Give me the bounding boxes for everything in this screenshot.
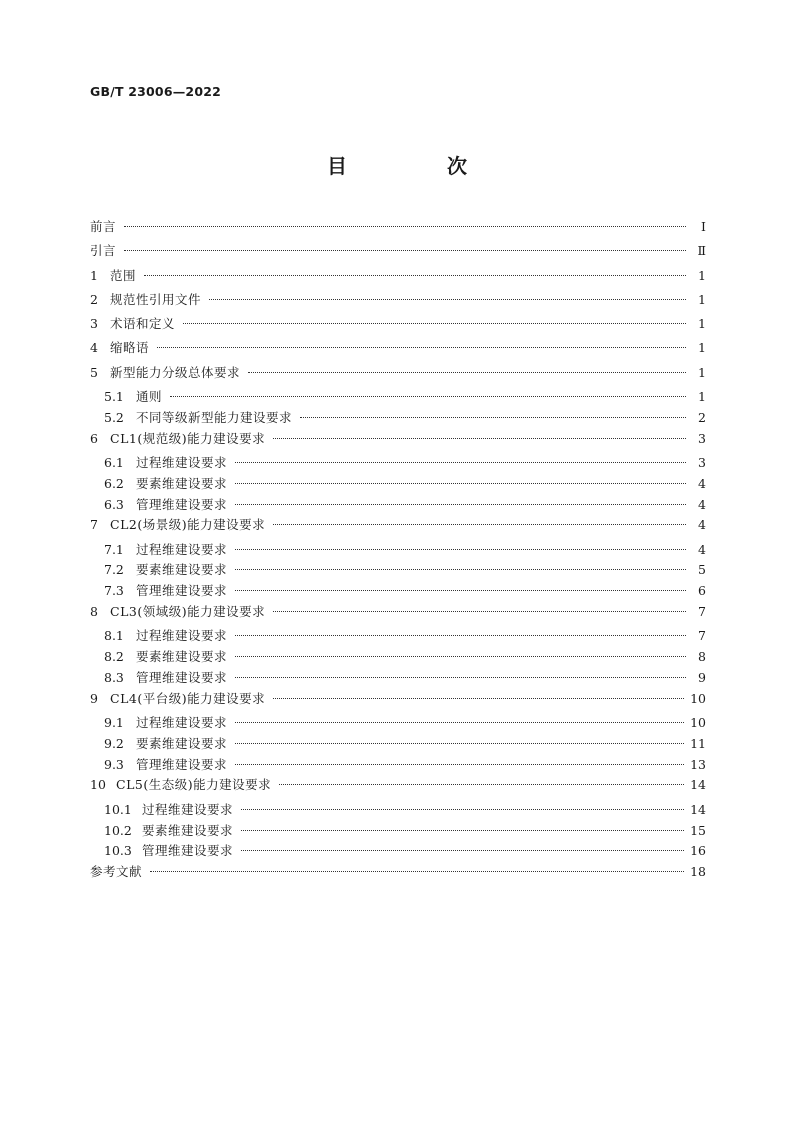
dot-leader: [235, 722, 684, 723]
toc-entry-page: 7: [698, 628, 706, 644]
toc-entry-label: CL5(生态级)能力建设要求: [116, 777, 272, 793]
toc-entry-label: 管理维建设要求: [136, 756, 228, 772]
toc-entry-number: 10.1: [104, 801, 132, 817]
toc-entry[interactable]: [90, 775, 706, 799]
toc-entry-label: CL1(规范级)能力建设要求: [110, 430, 266, 446]
toc-entry-page: 8: [698, 649, 706, 665]
toc-entry-page: 1: [698, 364, 706, 380]
toc-entry[interactable]: [90, 540, 706, 561]
toc-entry-label: 管理维建设要求: [136, 583, 228, 599]
toc-entry-page: 14: [690, 801, 706, 817]
toc-entry-number: 9.2: [104, 735, 124, 751]
toc-entry-page: 4: [698, 475, 706, 491]
toc-entry-page: 3: [698, 430, 706, 446]
toc-entry-page: Ⅱ: [697, 243, 706, 259]
toc-entry[interactable]: [90, 387, 706, 408]
toc-entry[interactable]: [90, 841, 706, 862]
dot-leader: [235, 764, 684, 765]
toc-entry-label: 不同等级新型能力建设要求: [136, 409, 293, 425]
toc-entry[interactable]: [90, 755, 706, 776]
toc-entry-page: 14: [690, 777, 706, 793]
toc-entry-label: 过程维建设要求: [142, 801, 234, 817]
dot-leader: [273, 438, 686, 439]
dot-leader: [235, 656, 686, 657]
toc-entry-page: 2: [698, 409, 706, 425]
toc-entry[interactable]: [90, 515, 706, 539]
toc-entry[interactable]: [90, 290, 706, 314]
toc-entry-page: 10: [690, 690, 706, 706]
toc-entry-number: 10.3: [104, 843, 132, 859]
toc-entry-number: 2: [90, 291, 98, 307]
toc-entry-label: 要素维建设要求: [136, 649, 228, 665]
toc-entry-number: 9.1: [104, 715, 124, 731]
toc-entry[interactable]: [90, 602, 706, 626]
toc-entry-page: 15: [690, 822, 706, 838]
toc-entry-number: 6: [90, 430, 98, 446]
dot-leader: [241, 809, 684, 810]
dot-leader: [150, 871, 684, 872]
table-of-contents: [90, 217, 706, 886]
dot-leader: [235, 635, 686, 636]
toc-entry[interactable]: [90, 713, 706, 734]
toc-entry-number: 5.1: [104, 389, 124, 405]
toc-entry-number: 9: [90, 690, 98, 706]
toc-entry-label: 管理维建设要求: [136, 669, 228, 685]
toc-entry-page: 4: [698, 517, 706, 533]
dot-leader: [279, 784, 684, 785]
toc-entry[interactable]: [90, 266, 706, 290]
toc-entry[interactable]: [90, 363, 706, 387]
toc-entry[interactable]: [90, 560, 706, 581]
standard-code: GB/T 23006—2022: [90, 84, 222, 99]
toc-entry-label: 引言: [90, 243, 117, 259]
dot-leader: [235, 483, 686, 484]
dot-leader: [183, 323, 686, 324]
toc-entry[interactable]: [90, 429, 706, 453]
toc-entry-page: 9: [698, 669, 706, 685]
toc-entry-label: 要素维建设要求: [142, 822, 234, 838]
toc-entry-label: 管理维建设要求: [142, 843, 234, 859]
dot-leader: [235, 677, 686, 678]
toc-entry-number: 7.3: [104, 583, 124, 599]
dot-leader: [157, 347, 686, 348]
toc-entry-page: 3: [698, 454, 706, 470]
toc-entry-number: 6.1: [104, 454, 124, 470]
toc-entry-number: 5: [90, 364, 98, 380]
toc-entry-label: 缩略语: [110, 340, 150, 356]
toc-entry[interactable]: [90, 689, 706, 713]
dot-leader: [241, 830, 684, 831]
toc-entry-page: 11: [690, 735, 706, 751]
toc-entry[interactable]: [90, 474, 706, 495]
dot-leader: [124, 226, 686, 227]
toc-entry-page: 7: [698, 604, 706, 620]
toc-entry-number: 5.2: [104, 409, 124, 425]
toc-entry-label: 参考文献: [90, 864, 143, 880]
toc-entry-label: 管理维建设要求: [136, 496, 228, 512]
toc-entry-page: 4: [698, 496, 706, 512]
toc-entry-label: 过程维建设要求: [136, 541, 228, 557]
toc-entry-number: 7.2: [104, 562, 124, 578]
toc-entry-label: 范围: [110, 267, 137, 283]
dot-leader: [248, 372, 686, 373]
toc-entry-label: 过程维建设要求: [136, 454, 228, 470]
toc-entry-label: CL4(平台级)能力建设要求: [110, 690, 266, 706]
dot-leader: [273, 698, 684, 699]
toc-entry-number: 9.3: [104, 756, 124, 772]
toc-entry[interactable]: [90, 495, 706, 516]
toc-entry-number: 1: [90, 267, 98, 283]
toc-entry-label: CL3(领域级)能力建设要求: [110, 604, 266, 620]
toc-entry-label: 要素维建设要求: [136, 475, 228, 491]
toc-entry-number: 6.2: [104, 475, 124, 491]
toc-entry-page: 16: [690, 843, 706, 859]
dot-leader: [235, 743, 684, 744]
toc-entry-page: 10: [690, 715, 706, 731]
toc-entry[interactable]: [90, 734, 706, 755]
toc-entry-number: 7: [90, 517, 98, 533]
toc-entry[interactable]: [90, 338, 706, 362]
toc-entry-number: 8.2: [104, 649, 124, 665]
toc-entry-label: 新型能力分级总体要求: [110, 364, 241, 380]
dot-leader: [300, 417, 686, 418]
toc-entry-page: 13: [690, 756, 706, 772]
toc-entry-label: 规范性引用文件: [110, 291, 202, 307]
toc-entry-page: 6: [698, 583, 706, 599]
toc-entry-page: 1: [698, 291, 706, 307]
toc-entry[interactable]: [90, 581, 706, 602]
toc-entry-label: 术语和定义: [110, 316, 176, 332]
toc-entry-page: 18: [690, 864, 706, 880]
toc-entry[interactable]: [90, 314, 706, 338]
dot-leader: [235, 549, 686, 550]
dot-leader: [209, 299, 686, 300]
dot-leader: [170, 396, 686, 397]
toc-entry[interactable]: [90, 800, 706, 821]
toc-entry-page: 1: [698, 389, 706, 405]
toc-entry-label: 前言: [90, 219, 117, 234]
toc-entry[interactable]: [90, 626, 706, 647]
toc-entry-number: 6.3: [104, 496, 124, 512]
toc-entry-number: 10: [90, 777, 106, 793]
toc-entry-number: 7.1: [104, 541, 124, 557]
dot-leader: [241, 850, 684, 851]
toc-entry-number: 3: [90, 316, 98, 332]
toc-entry-label: 通则: [136, 389, 163, 405]
toc-entry[interactable]: [90, 647, 706, 668]
toc-entry-label: 过程维建设要求: [136, 628, 228, 644]
toc-entry-label: 要素维建设要求: [136, 562, 228, 578]
toc-entry[interactable]: [90, 821, 706, 842]
page-title: 目 次: [327, 154, 507, 178]
toc-entry-number: 8.3: [104, 669, 124, 685]
dot-leader: [235, 504, 686, 505]
toc-entry-number: 10.2: [104, 822, 132, 838]
toc-entry-page: Ⅰ: [701, 219, 706, 234]
dot-leader: [235, 590, 686, 591]
toc-entry-label: 过程维建设要求: [136, 715, 228, 731]
toc-entry-page: 5: [698, 562, 706, 578]
toc-entry-page: 1: [698, 267, 706, 283]
dot-leader: [124, 250, 686, 251]
dot-leader: [273, 611, 686, 612]
dot-leader: [235, 569, 686, 570]
toc-entry-number: 8.1: [104, 628, 124, 644]
toc-entry[interactable]: [90, 862, 706, 886]
toc-entry-label: CL2(场景级)能力建设要求: [110, 517, 266, 533]
toc-entry[interactable]: [90, 453, 706, 474]
toc-entry-number: 8: [90, 604, 98, 620]
dot-leader: [235, 462, 686, 463]
toc-entry-label: 要素维建设要求: [136, 735, 228, 751]
toc-entry-page: 1: [698, 316, 706, 332]
dot-leader: [273, 524, 686, 525]
toc-entry[interactable]: [90, 241, 706, 265]
toc-entry-page: 1: [698, 340, 706, 356]
toc-entry-number: 4: [90, 340, 98, 356]
toc-entry-page: 4: [698, 541, 706, 557]
dot-leader: [144, 275, 686, 276]
toc-entry[interactable]: [90, 668, 706, 689]
toc-entry[interactable]: [90, 408, 706, 429]
toc-entry[interactable]: [90, 217, 706, 241]
